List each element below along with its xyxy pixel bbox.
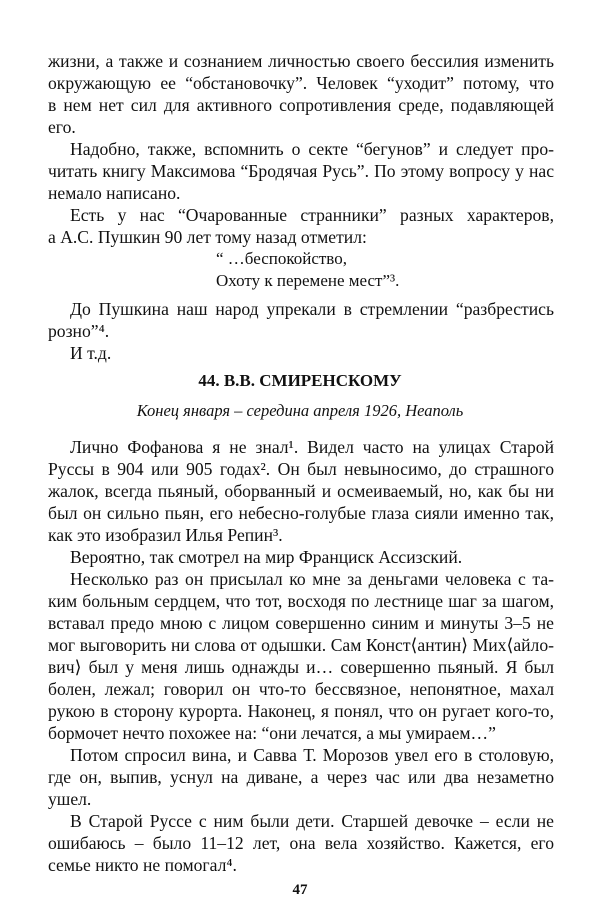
text-line: мог выговорить ни слова от одышки. Сам Конст⟨антин⟩ Мих⟨айло- [48,635,554,655]
text-line: немало написано. [48,183,181,203]
text-line: читать книгу Максимова “Бродячая Русь”. По этому вопросу у нас [48,161,554,181]
text-line: Несколько раз он присылал ко мне за деньгами человека с та- [70,569,554,589]
text-line: ким больным сердцем, что тот, восходя по лестнице шаг за шагом, [48,591,554,611]
text-line: Потом спросил вина, и Савва Т. Морозов увел его в столовую, [70,745,554,765]
text-line: рукою в сторону курорта. Наконец, я понял, что он ругает кого-то, [48,701,554,721]
text-line: в нем нет сил для активного сопротивления среде, подавляющей [48,95,554,115]
text-line: Вероятно, так смотрел на мир Франциск Ассизский. [70,547,463,567]
text-line: В Старой Руссе с ним были дети. Старшей девочке – если не [70,811,554,831]
text-line: И т.д. [70,343,112,363]
text-line: окружающую ее “обстановочку”. Человек “уходит” потому, что [48,73,554,93]
text-line: ушел. [48,789,92,809]
text-line: жизни, а также и сознанием личностью своего бессилия изменить [48,51,554,71]
text-line: ошибаюсь – было 11–12 лет, она вела хозяйство. Кажется, его [48,833,554,853]
letter-heading: 44. В.В. СМИРЕНСКОМУ [198,371,402,390]
text-line: До Пушкина наш народ упрекали в стремлении “разбрестись [70,299,554,319]
text-line: вставал предо мною с лицом совершенно синим и минуты 3–5 не [48,613,554,633]
page-number: 47 [292,882,308,898]
text-line: болен, лежал; говорил он что-то бессвязное, непонятное, махал [48,679,554,699]
text-line: Есть у нас “Очарованные странники” разных характеров, [70,205,554,225]
text-line: Руссы в 904 или 905 годах². Он был невыносимо, до страшного [48,459,554,479]
letter-date-place: Конец января – середина апреля 1926, Неаполь [136,401,464,420]
text-line: Лично Фофанова я не знал¹. Видел часто на улицах Старой [70,437,554,457]
text-line: вич⟩ был у меня лишь однажды и… совершенно пьяный. Я был [48,657,554,677]
text-line: где он, выпив, уснул на диване, а через час или два незаметно [48,767,554,787]
text-line: бормочет нечто похожее на: “они лечатся, а мы умираем…” [48,723,496,743]
poem-quote-line: “ …беспокойство, [216,249,347,268]
poem-quote-line: Охоту к перемене мест”³. [216,271,400,290]
text-line: Надобно, также, вспомнить о секте “бегунов” и следует про- [70,139,554,159]
text-line: как это изобразил Илья Репин³. [48,525,283,545]
text-line: а А.С. Пушкин 90 лет тому назад отметил: [48,227,367,247]
text-line: был он сильно пьян, его небесно-голубые глаза сияли именно так, [48,503,554,523]
text-line: семье никто не помогал⁴. [48,855,237,875]
text-line: жалок, всегда пьяный, оборванный и осмеиваемый, но, как бы ни [48,481,554,501]
text-line: его. [48,117,76,137]
text-line: розно”⁴. [48,321,110,341]
